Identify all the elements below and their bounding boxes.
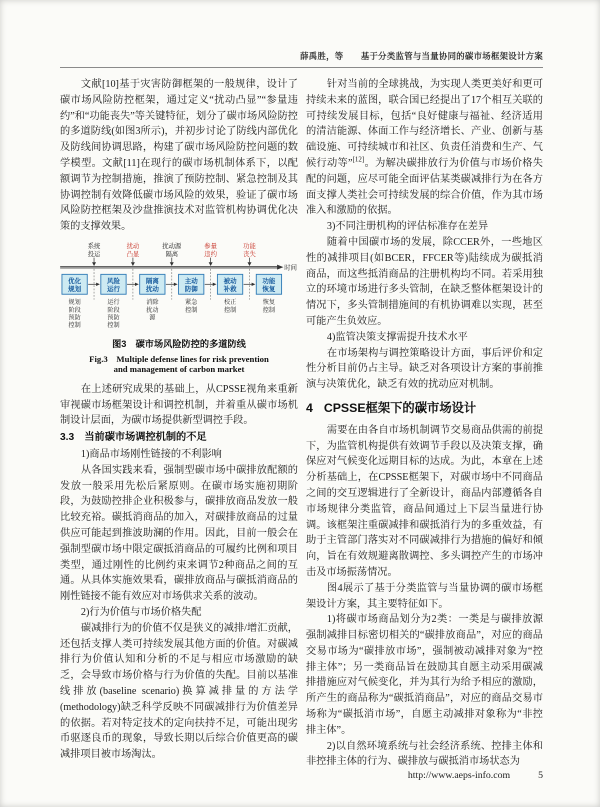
paragraph-registries: 随着中国碳市场的发展，除CCER外，一些地区性的减排项目(如BCER，FFCER等)陆续成为碳抵消商品，而这些抵消商品的注册机构均不同。若采用独立的环境市场进行多头管制，在缺乏整体框架设计的情况下，多头管制措施间的有机协调难以实现，甚至可能产生负效应。 [306,236,543,327]
event-label: 凸显 [126,250,140,258]
stage-label: 主动 [184,277,198,285]
heading-3-3: 3.3 当前碳市场调控机制的不足 [60,432,207,444]
figure3-caption-en-line1: Fig.3 Multiple defense lines for risk prevention [89,353,269,364]
stage-label: 隔离 [145,277,159,285]
stage-sub-label: 阶段 [68,306,81,314]
time-axis-label: 时间 [284,264,297,272]
page-footer [408,770,543,781]
stage-label: 规划 [68,285,82,293]
paragraph-cpsse-review: 在上述研究成果的基础上，从CPSSE视角来重新审视碳市场框架设计和调控机制，并着重从碳市场机制设计层面，为碳市场提供新型调控手段。 [60,383,298,427]
stage-sub-label: 控制 [262,306,276,314]
list-item-3: 3)不同注册机构的评估标准存在差异 [326,221,489,233]
list-item-1: 1)商品市场刚性链接的不利影响 [80,448,222,460]
paragraph-figure4-intro: 图4展示了基于分类监管与当量协调的碳市场框架设计方案，其主要特征如下。 [306,582,543,610]
event-label: 参量 [204,243,217,251]
timeline-axis [60,262,297,271]
timeline-arrowhead [277,265,283,270]
stage-sub-label: 控制 [223,306,237,314]
figure3-caption-en-line2: and management of carbon market [113,364,245,375]
stage-label: 防御 [184,285,198,293]
right-column [306,77,543,770]
stage-sub-label: 控制 [68,322,81,330]
stage-label: 运行 [106,285,120,293]
event-label: 违约 [204,250,217,258]
paragraph-framework-need: 需要在由各自市场机制调节交易商品供需的前提下，为监管机构提供有效调节手段以及决策支撑，确保应对气候变化远期目标的达成。为此，本章在上述分析基础上，在CPSSE框架下，对碳市场中不同商品之间的交互逻辑进行了全新设计，商品内部遵循各自市场规律分类监管，商品间通过上下层当量进行协调。该框架注重碳减排和碳抵消行为的多重效益，有助于主管部门落实对不同碳减排行为措施的偏好和倾向，旨在有效规避离散调控、多头调控产生的市场冲击及市场振荡情况。 [306,424,543,578]
heading-section-4 [306,401,543,417]
running-head: 薛禹胜，等 基于分类监管与当量协同的碳市场框架设计方案 [60,50,543,68]
event-label: 投运 [87,250,101,258]
section-number: 4 [306,400,313,415]
list-item-2: 2)行为价值与市场价格失配 [80,606,202,618]
figure3-caption-zh: 图3 碳市场风险防控的多道防线 [112,338,246,349]
event-label: 隔离 [165,250,179,258]
stage-label: 恢复 [262,285,276,293]
stage-sub-labels [68,298,275,329]
event-label: 系统 [87,243,101,251]
event-tick-arrows [92,258,251,266]
stage-label: 功能 [262,277,276,285]
stage-sub-label: 控制 [185,306,198,314]
stage-sub-label: 恢复 [262,299,276,307]
paragraph-decision-support: 在市场架构与调控策略设计方面，事后评价和定性分析目前仍占主导。缺乏对各项设计方案的事前推演与决策优化，缺乏有效的扰动应对机制。 [306,347,543,391]
stage-sub-label: 源 [149,314,156,322]
stage-sub-label: 阶段 [107,306,120,314]
stage-label: 被动 [223,277,237,285]
stage-sub-label: 运行 [107,299,120,307]
page-number: 5 [538,770,543,781]
event-label: 丧失 [243,250,256,258]
stage-label: 补救 [223,285,237,293]
journal-url: http://www.aeps-info.com [407,770,511,781]
stage-sub-label: 控制 [107,322,120,330]
stage-label: 扰动 [145,285,159,293]
event-labels [88,241,257,258]
two-column-body [60,77,543,770]
stage-sub-label: 预防 [68,314,81,322]
event-label: 功能 [243,243,256,251]
left-column [60,77,298,770]
paragraph-feature-1: 1)将碳市场商品划分为2类：一类是与碳排放源强制减排目标密切相关的“碳排放商品”，对应的商品交易市场为“碳排放市场”，强制被动减排对象为“控排主体”；另一类商品旨在鼓励其自愿主动采用碳减排措施应对气候变化，并为其行为给予相应的激励，所产生的商品称为“碳抵消商品”，对应的商品交易市场称为“碳抵消市场”，自愿主动减排对象称为“非控排主体”。 [306,614,543,736]
section-title: CPSSE框架下的碳市场设计 [323,400,477,415]
paragraph-sdg [306,77,543,219]
stage-sub-label: 紧急 [185,299,198,307]
figure3 [60,240,298,379]
stage-sub-label: 预防 [107,314,120,322]
citation-12: [12] [352,155,365,164]
event-label: 扰动源 [162,243,182,251]
event-label: 扰动 [126,243,140,251]
paragraph-value-mismatch: 碳减排行为的价值不仅是狭义的减排/增汇贡献，还包括支撑人类可持续发展其他方面的价值。对碳减排行为价值认知和分析的不足与相应市场激励的缺乏，会导致市场价格与行为价值的失配。目前以基准线排放(baseline scenario)换算减排量的方法学(methodology)缺乏科学反映不同碳减排行为价值差异的依据。若对特定技术的定向扶持不足，可能出现劣币驱逐良币的现象，导致长期以后综合价值更高的碳减排项目被市场淘汰。 [60,622,298,761]
stage-sub-label: 规划 [68,299,81,307]
stage-sub-label: 消除 [146,299,159,307]
paragraph-literature-review: 文献[10]基于灾害防御框架的一般规律，设计了碳市场风险防控框架，通过定义“扰动凸显”“参量违约”和“功能丧失”等关键特征，划分了碳市场风险防控的多道防线(如图3所示)，并初步讨论了防线内部优化及防线间协调思路，构建了碳市场风险防控问题的数学模型。文献[11]在现行的碳市场机制体系下，以配额调节为控制措施，推演了预防控制、紧急控制及其协调控制有效降低碳市场风险的效果，验证了碳市场风险防控框架及沙盘推演技术对监管机构协调优化决策的支撑效果。 [60,79,298,233]
stage-label: 优化 [68,277,82,285]
sdg-text-before: 针对当前的全球挑战，为实现人类更美好和更可持续未来的蓝图，联合国已经提出了17个相互关联的可持续发展目标，包括“良好健康与福祉、经济适用的清洁能源、体面工作与经济增长、产业、创新与基础设施、可持续城市和社区、负责任消费和生产、气候行动等” [306,79,543,169]
stage-label: 风险 [106,277,120,285]
paragraph-feature-2: 2)以自然环境系统与社会经济系统、控排主体和非控排主体的行为、碳排放与碳抵消市场状态为 [306,740,543,768]
paragraph-rigid-link: 从各国实践来看，强制型碳市场中碳排放配额的发放一般采用先松后紧原则。在碳市场实施初期阶段，为鼓励控排企业积极参与，碳排放商品发放一般比较充裕。碳抵消商品的加入，对碳排放商品的过量供应可能起到推波助澜的作用。因此，目前一般会在强制型碳市场中限定碳抵消商品的可履约比例和项目类型，通过刚性的比例约束来调节2种商品之间的互通。从具体实施效果看，碳排放商品与碳抵消商品的刚性链接不能有效应对市场供求关系的波动。 [60,464,298,603]
figure3-diagram [60,240,298,334]
list-item-4: 4)监管决策支撑需提升技术水平 [326,331,468,343]
stage-sub-label: 校正 [223,299,237,307]
stage-sub-label: 扰动 [146,306,159,314]
sdg-text-after: 。为解决碳排放行为价值与市场价格失配的问题，应尽可能全面评估某类碳减排行为在各方面支撑人类社会可持续发展的综合价值，作为其市场准入和激励的依据。 [306,157,543,217]
